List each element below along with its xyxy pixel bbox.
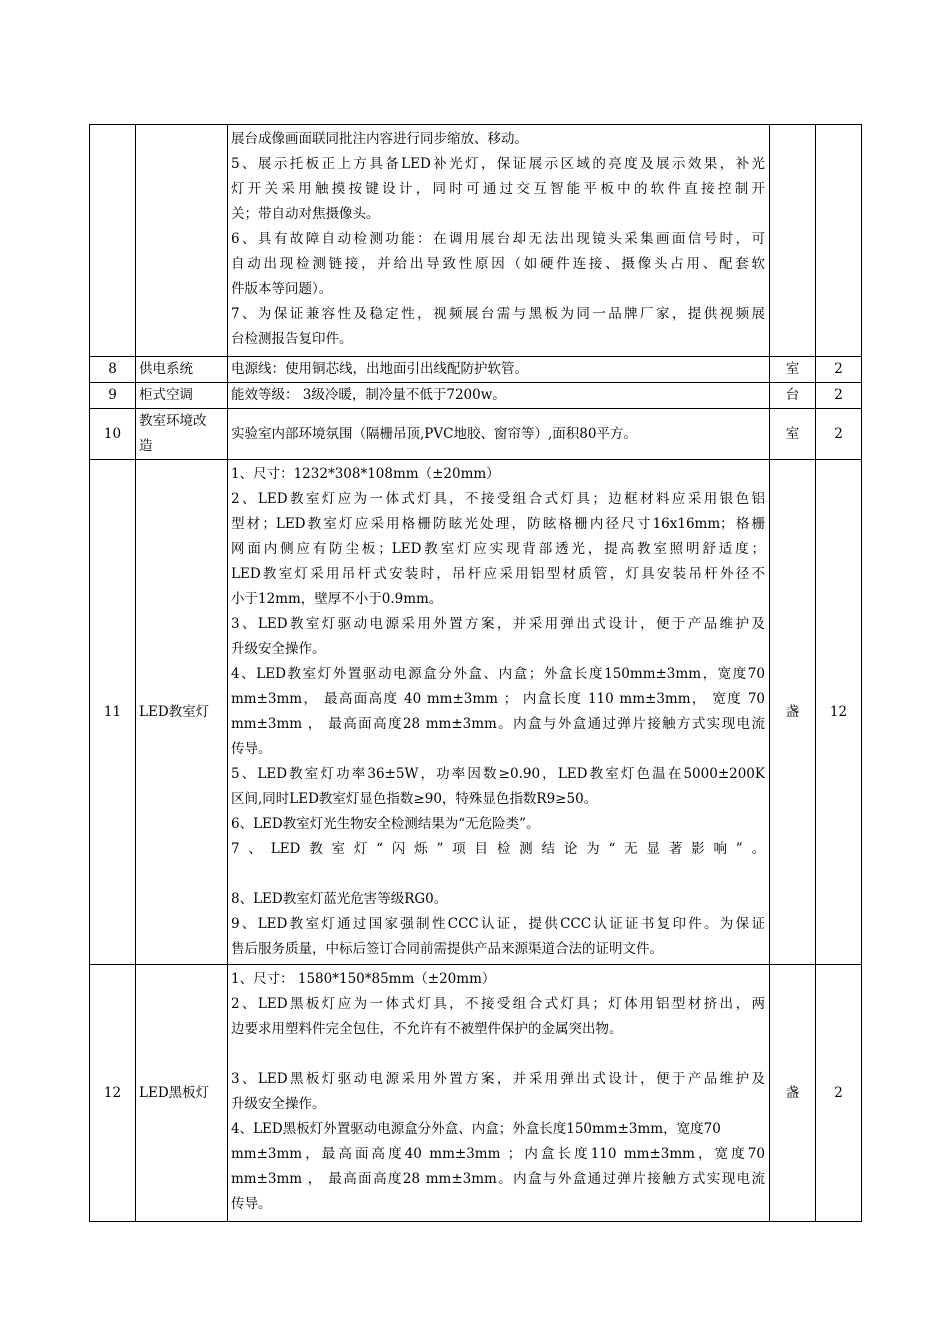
item-spec bbox=[228, 357, 770, 383]
spec-line: 6、具有故障自动检测功能：在调用展台却无法出现镜头采集画面信号时，可 bbox=[231, 231, 765, 247]
item-number: 9 bbox=[90, 383, 136, 409]
spec-line: mm±3mm ， 最高面高度28 mm±3mm。内盒与外盒通过弹片接触方式实现电流 bbox=[231, 1171, 765, 1187]
spec-line: 传导。 bbox=[231, 1196, 272, 1212]
spec-line: 灯开关采用触摸按键设计，同时可通过交互智能平板中的软件直接控制开 bbox=[231, 181, 765, 197]
item-quantity: 2 bbox=[816, 965, 862, 1222]
table-row bbox=[90, 409, 862, 460]
item-number: 12 bbox=[90, 965, 136, 1222]
item-unit bbox=[770, 125, 816, 357]
item-name-line: 教室环境改 bbox=[139, 413, 207, 429]
spec-line: 5、展示托板正上方具备LED补光灯，保证展示区域的亮度及展示效果，补光 bbox=[231, 156, 765, 172]
spec-line: mm±3mm ， 最高面高度28 mm±3mm。内盒与外盒通过弹片接触方式实现电流 bbox=[231, 716, 765, 732]
item-name: LED教室灯 bbox=[136, 460, 228, 965]
spec-table bbox=[89, 124, 862, 1222]
spec-line: 型材；LED教室灯应采用格栅防眩光处理，防眩格栅内径尺寸16x16mm；格栅 bbox=[231, 516, 765, 532]
spec-line: 5、LED教室灯功率36±5W，功率因数≥0.90，LED教室灯色温在5000±200K bbox=[231, 766, 765, 782]
item-number: 11 bbox=[90, 460, 136, 965]
spec-line: 2、LED教室灯应为一体式灯具，不接受组合式灯具；边框材料应采用银色铝 bbox=[231, 491, 765, 507]
table-row bbox=[90, 357, 862, 383]
item-name bbox=[136, 125, 228, 357]
spec-line: 3、LED教室灯驱动电源采用外置方案，并采用弹出式设计，便于产品维护及 bbox=[231, 616, 765, 632]
item-unit: 室 bbox=[770, 357, 816, 383]
item-quantity: 2 bbox=[816, 383, 862, 409]
spec-line: 边要求用塑料件完全包住，不允许有不被塑件保护的金属突出物。 bbox=[231, 1021, 623, 1037]
spec-line: 区间,同时LED教室灯显色指数≥90，特殊显色指数R9≥50。 bbox=[231, 791, 598, 807]
spec-line: 关；带自动对焦摄像头。 bbox=[231, 206, 380, 222]
spec-line bbox=[231, 862, 765, 887]
spec-line: 展台成像画面联同批注内容进行同步缩放、移动。 bbox=[231, 131, 528, 147]
spec-line: 4、LED教室灯外置驱动电源盒分外盒、内盒；外盒长度150mm±3mm，宽度70 bbox=[231, 666, 765, 682]
item-name: LED黑板灯 bbox=[136, 965, 228, 1222]
item-unit: 台 bbox=[770, 383, 816, 409]
spec-line: 售后服务质量，中标后签订合同前需提供产品来源渠道合法的证明文件。 bbox=[231, 941, 663, 957]
item-unit: 盏 bbox=[770, 460, 816, 965]
spec-line: LED教室灯采用吊杆式安装时，吊杆应采用铝型材质管，灯具安装吊杆外径不 bbox=[231, 566, 765, 582]
item-quantity: 2 bbox=[816, 357, 862, 383]
item-quantity: 12 bbox=[816, 460, 862, 965]
spec-line: 小于12mm，壁厚不小于0.9mm。 bbox=[231, 591, 443, 607]
item-name: 供电系统 bbox=[136, 357, 228, 383]
table-row bbox=[90, 965, 862, 1222]
spec-line bbox=[231, 1042, 765, 1067]
spec-table-body bbox=[90, 125, 862, 1222]
spec-line: 4、LED黑板灯外置驱动电源盒分外盒、内盒；外盒长度150mm±3mm，宽度70 bbox=[231, 1121, 721, 1137]
item-number bbox=[90, 125, 136, 357]
item-quantity: 2 bbox=[816, 409, 862, 460]
spec-line: 9、LED教室灯通过国家强制性CCC认证，提供CCC认证证书复印件。为保证 bbox=[231, 916, 765, 932]
spec-line: 1、尺寸：1232*308*108mm（±20mm） bbox=[231, 466, 500, 482]
item-spec bbox=[228, 383, 770, 409]
spec-line: 7、LED教室灯“闪烁”项目检测结论为“无显著影响”。 bbox=[231, 841, 765, 857]
spec-line: mm±3mm， 最高面高度 40 mm±3mm ； 内盒长度 110 mm±3mm， 宽度 70 bbox=[231, 691, 765, 707]
item-quantity bbox=[816, 125, 862, 357]
spec-line: 能效等级： 3级冷暖，制冷量不低于7200w。 bbox=[231, 387, 506, 403]
item-unit: 盏 bbox=[770, 965, 816, 1222]
spec-line: 电源线：使用铜芯线，出地面引出线配防护软管。 bbox=[231, 361, 528, 377]
spec-line: 7、为保证兼容性及稳定性，视频展台需与黑板为同一品牌厂家，提供视频展 bbox=[231, 306, 765, 322]
item-number: 8 bbox=[90, 357, 136, 383]
spec-line: 3、LED黑板灯驱动电源采用外置方案，并采用弹出式设计，便于产品维护及 bbox=[231, 1071, 765, 1087]
spec-line: 6、LED教室灯光生物安全检测结果为“无危险类”。 bbox=[231, 816, 540, 832]
item-name bbox=[136, 409, 228, 460]
spec-line: 2、LED黑板灯应为一体式灯具，不接受组合式灯具；灯体用铝型材挤出，两 bbox=[231, 996, 765, 1012]
item-number: 10 bbox=[90, 409, 136, 460]
table-row bbox=[90, 125, 862, 357]
item-spec bbox=[228, 409, 770, 460]
item-name: 柜式空调 bbox=[136, 383, 228, 409]
spec-line: 自动出现检测链接，并给出导致性原因（如硬件连接、摄像头占用、配套软 bbox=[231, 256, 765, 272]
spec-line: 8、LED教室灯蓝光危害等级RG0。 bbox=[231, 891, 448, 907]
item-unit: 室 bbox=[770, 409, 816, 460]
spec-line: 升级安全操作。 bbox=[231, 641, 326, 657]
spec-line: 台检测报告复印件。 bbox=[231, 331, 353, 347]
spec-line: 升级安全操作。 bbox=[231, 1096, 326, 1112]
spec-line: 1、尺寸： 1580*150*85mm（±20mm） bbox=[231, 971, 496, 987]
spec-line: 件版本等问题）。 bbox=[231, 281, 333, 297]
item-name-line: 造 bbox=[139, 438, 153, 454]
table-row bbox=[90, 383, 862, 409]
spec-line: mm±3mm，最高面高度40 mm±3mm ；内盒长度110 mm±3mm，宽度70 bbox=[231, 1146, 765, 1162]
spec-line: 实验室内部环境氛围（隔栅吊顶,PVC地胶、窗帘等）,面积80平方。 bbox=[231, 425, 637, 442]
table-row bbox=[90, 460, 862, 965]
spec-line: 传导。 bbox=[231, 741, 272, 757]
item-spec bbox=[228, 965, 770, 1222]
item-spec bbox=[228, 125, 770, 357]
spec-line: 网面内侧应有防尘板；LED教室灯应实现背部透光，提高教室照明舒适度； bbox=[231, 541, 765, 557]
item-spec bbox=[228, 460, 770, 965]
